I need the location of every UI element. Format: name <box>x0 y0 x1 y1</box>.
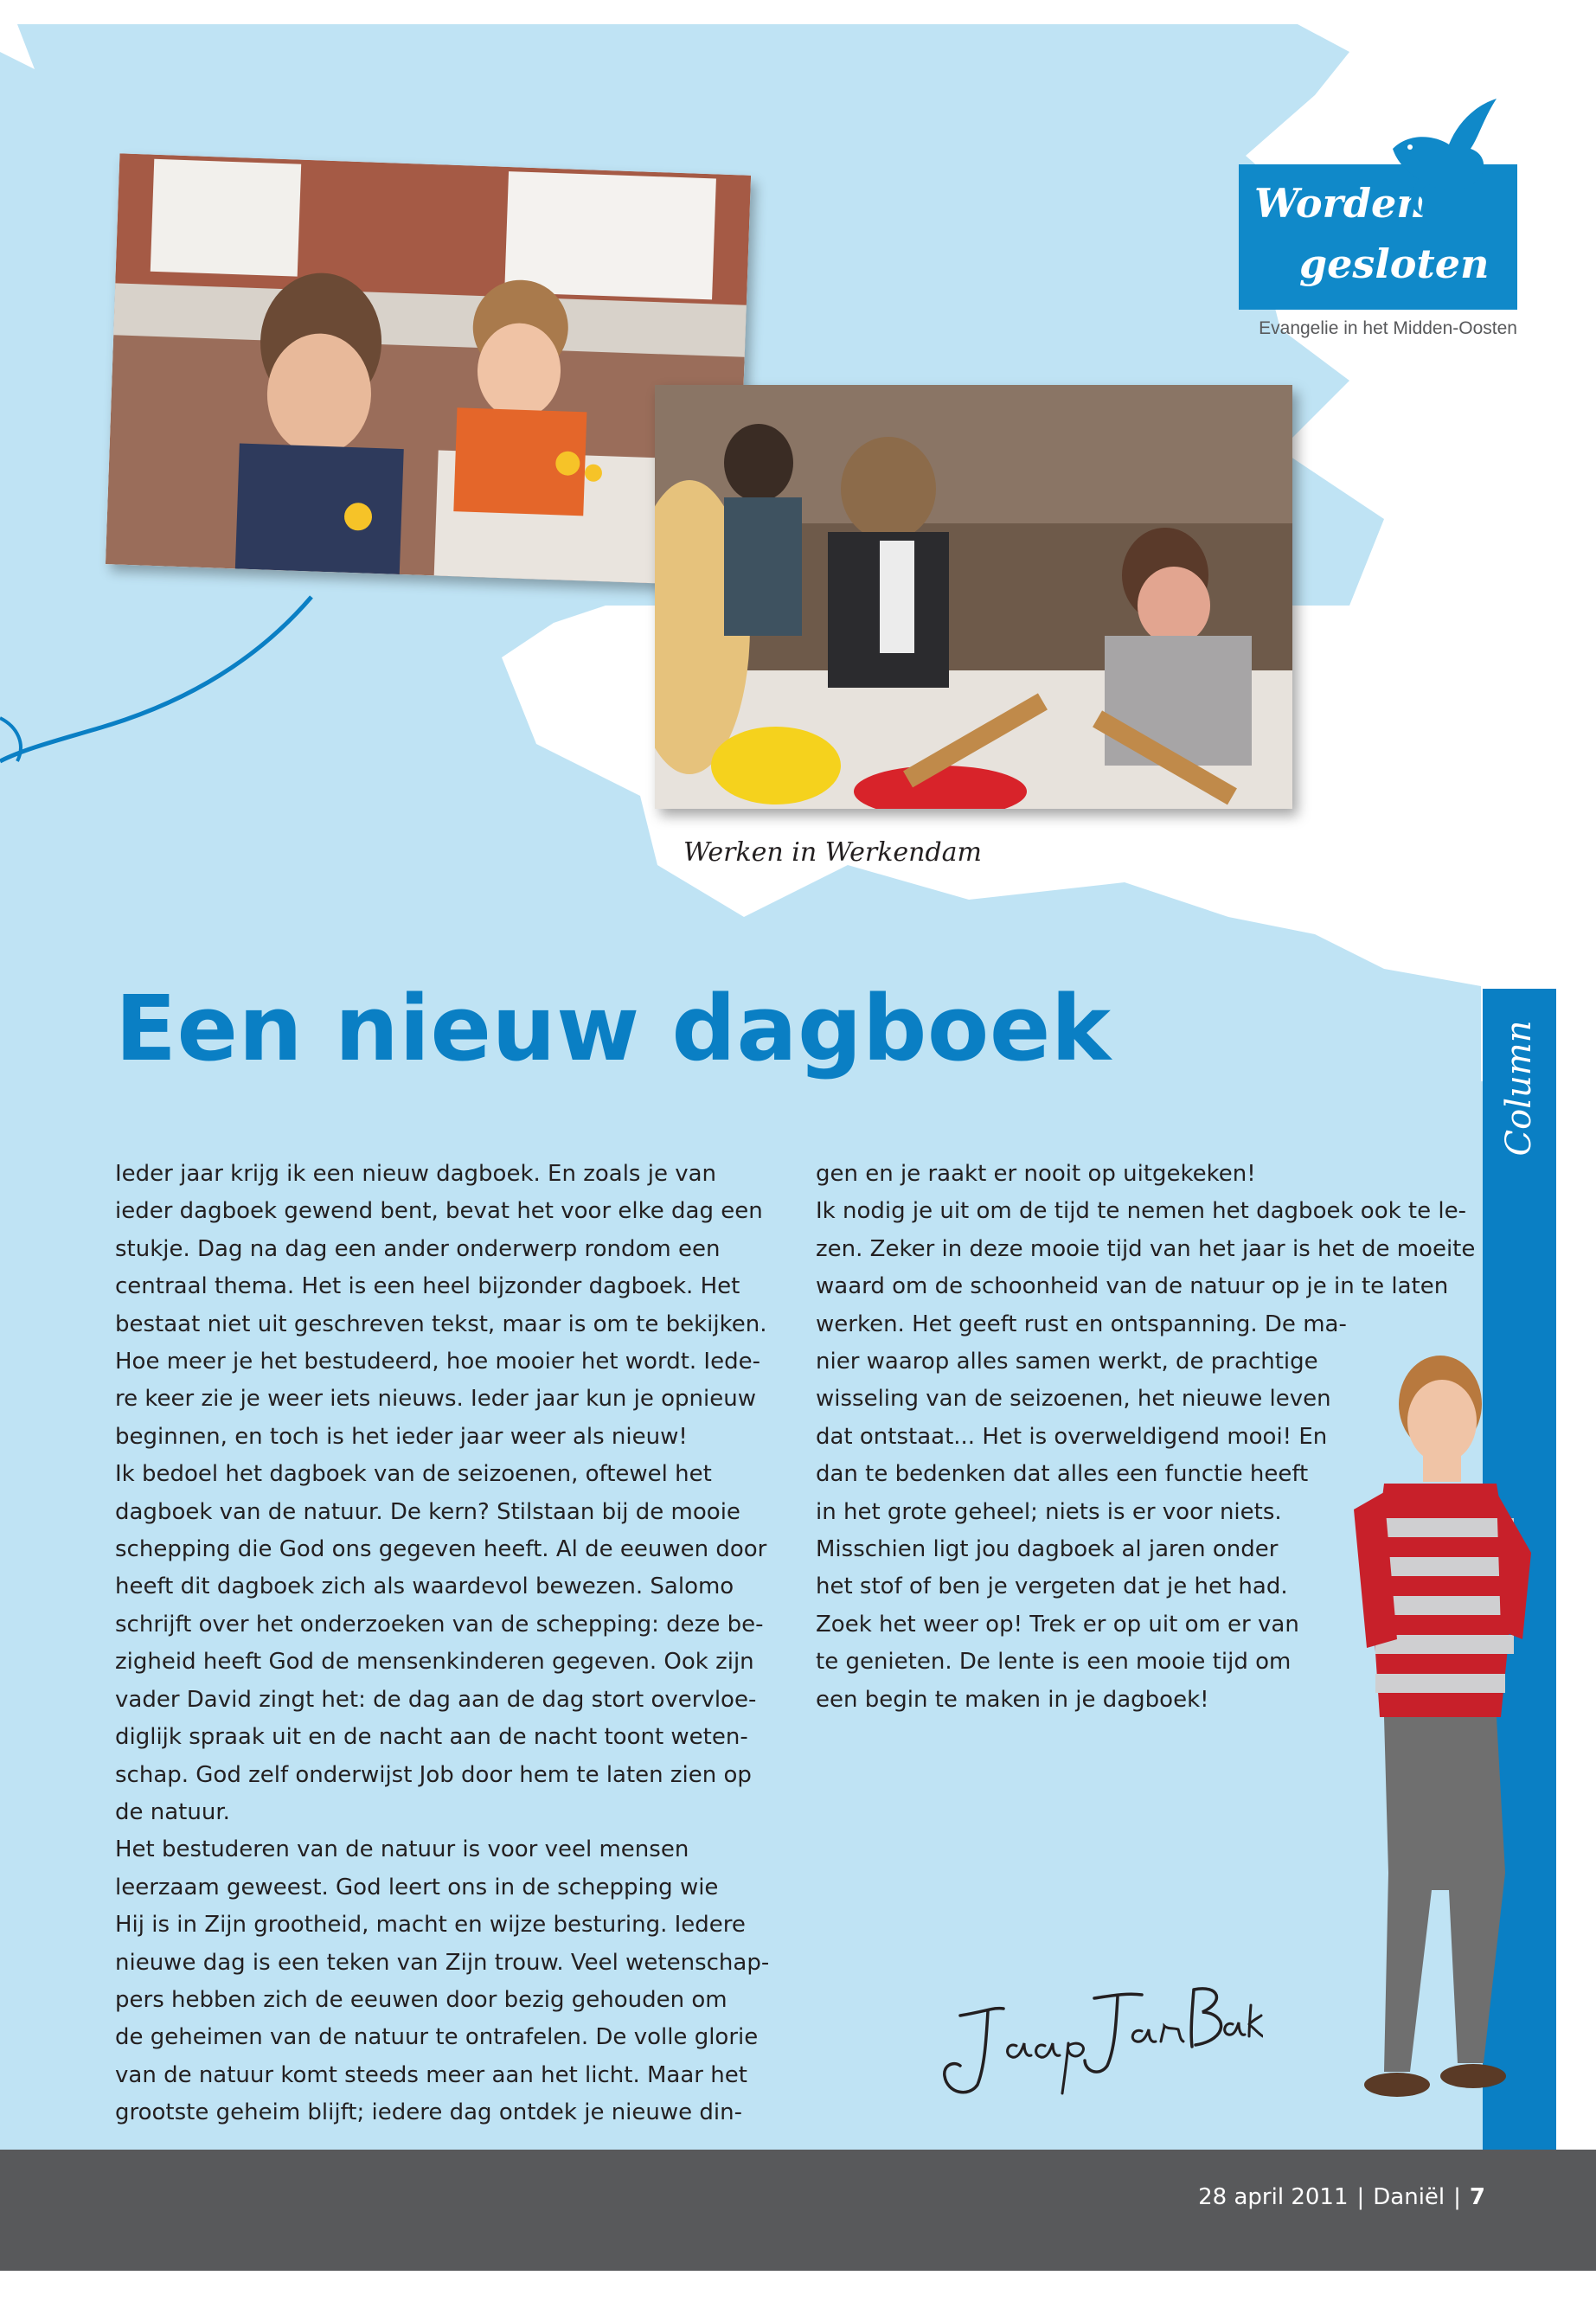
text-line: Zoek het weer op! Trek er op uit om er van <box>816 1611 1299 1638</box>
text-line: grootste geheim blijft; iedere dag ontdek je nieuwe din- <box>115 2099 742 2126</box>
photo-caption: Werken in Werkendam <box>683 837 982 868</box>
text-line: centraal thema. Het is een heel bijzonder dagboek. Het <box>115 1273 740 1300</box>
footer-publication: Daniël <box>1373 2184 1445 2210</box>
dove-icon <box>1384 97 1501 218</box>
text-line: zen. Zeker in deze mooie tijd van het jaar is het de moeite <box>816 1235 1476 1262</box>
text-line: vader David zingt het: de dag aan de dag stort overvloe- <box>115 1686 757 1713</box>
text-line: wisseling van de seizoenen, het nieuwe leven <box>816 1386 1331 1413</box>
text-line: diglijk spraak uit en de nacht aan de nacht toont weten- <box>115 1724 748 1751</box>
footer-info <box>1198 2184 1485 2210</box>
text-line: schepping die God ons gegeven heeft. Al de eeuwen door <box>115 1536 767 1563</box>
text-line: zigheid heeft God de mensenkinderen gegeven. Ook zijn <box>115 1649 754 1676</box>
text-line: Hij is in Zijn grootheid, macht en wijze besturing. Iedere <box>115 1912 746 1939</box>
text-line: re keer zie je weer iets nieuws. Ieder jaar kun je opnieuw <box>115 1386 756 1413</box>
text-line: een begin te maken in je dagboek! <box>816 1686 1209 1713</box>
text-line: Ieder jaar krijg ik een nieuw dagboek. En zoals je van <box>115 1161 717 1187</box>
text-line: waard om de schoonheid van de natuur op je in te laten <box>816 1273 1449 1300</box>
text-line: de natuur. <box>115 1798 230 1825</box>
text-line: Hoe meer je het bestudeerd, hoe mooier het wordt. Iede- <box>115 1349 760 1375</box>
footer-separator: | <box>1356 2184 1365 2210</box>
article-column-1 <box>115 1156 772 2132</box>
text-line: Misschien ligt jou dagboek al jaren onder <box>816 1536 1279 1563</box>
section-label <box>1483 989 1556 1188</box>
text-line: nieuwe dag is een teken van Zijn trouw. Veel wetenschap- <box>115 1949 770 1976</box>
text-line: Ik bedoel het dagboek van de seizoenen, oftewel het <box>115 1461 712 1488</box>
text-line: Ik nodig je uit om de tijd te nemen het dagboek ook te le- <box>816 1198 1466 1225</box>
text-line: te genieten. De lente is een mooie tijd om <box>816 1649 1292 1676</box>
text-line: werken. Het geeft rust en ontspanning. De ma- <box>816 1311 1347 1337</box>
text-line: schrijft over het onderzoeken van de schepping: deze be- <box>115 1611 764 1638</box>
text-line: het stof of ben je vergeten dat je het had. <box>816 1574 1288 1600</box>
text-line: stukje. Dag na dag een ander onderwerp rondom een <box>115 1235 721 1262</box>
article-headline: Een nieuw dagboek <box>115 976 1112 1081</box>
page-number: 7 <box>1469 2184 1485 2210</box>
text-line: ieder dagboek gewend bent, bevat het voor elke dag een <box>115 1198 763 1225</box>
page-footer <box>0 2150 1596 2271</box>
blue-swirl-line <box>0 597 311 761</box>
text-line: heeft dit dagboek zich als waardevol bewezen. Salomo <box>115 1574 734 1600</box>
text-line: van de natuur komt steeds meer aan het licht. Maar het <box>115 2061 747 2088</box>
text-line: in het grote geheel; niets is er voor niets. <box>816 1498 1282 1525</box>
text-line: bestaat niet uit geschreven tekst, maar is om te bekijken. <box>115 1311 767 1337</box>
text-line: gen en je raakt er nooit op uitgekeken! <box>816 1161 1256 1187</box>
text-line: nier waarop alles samen werkt, de prachtige <box>816 1349 1318 1375</box>
text-line: leerzaam geweest. God leert ons in de schepping wie <box>115 1874 719 1900</box>
section-label-text: Column <box>1499 1020 1539 1157</box>
logo-tagline: Evangelie in het Midden-Oosten <box>1259 318 1517 338</box>
text-line: beginnen, en toch is het ieder jaar weer als nieuw! <box>115 1423 688 1450</box>
bottom-margin <box>0 2271 1596 2301</box>
logo-line-2: gesloten <box>1299 240 1490 287</box>
footer-separator: | <box>1453 2184 1461 2210</box>
text-line: schap. God zelf onderwijst Job door hem te laten zien op <box>115 1761 752 1788</box>
photo-women <box>655 385 1292 809</box>
white-corner-shape <box>0 24 35 69</box>
logo-line-1: Worden <box>1254 180 1426 227</box>
text-line: dan te bedenken dat alles een functie heeft <box>816 1461 1309 1488</box>
text-line: dat ontstaat... Het is overweldigend mooi! En <box>816 1423 1328 1450</box>
text-line: dagboek van de natuur. De kern? Stilstaan bij de mooie <box>115 1498 740 1525</box>
author-photo <box>1336 1354 1535 2124</box>
footer-date: 28 april 2011 <box>1198 2184 1349 2210</box>
text-line: pers hebben zich de eeuwen door bezig gehouden om <box>115 1986 727 2013</box>
author-signature <box>934 1964 1263 2102</box>
text-line: de geheimen van de natuur te ontrafelen. De volle glorie <box>115 2024 759 2051</box>
text-line: Het bestuderen van de natuur is voor veel mensen <box>115 1836 689 1863</box>
